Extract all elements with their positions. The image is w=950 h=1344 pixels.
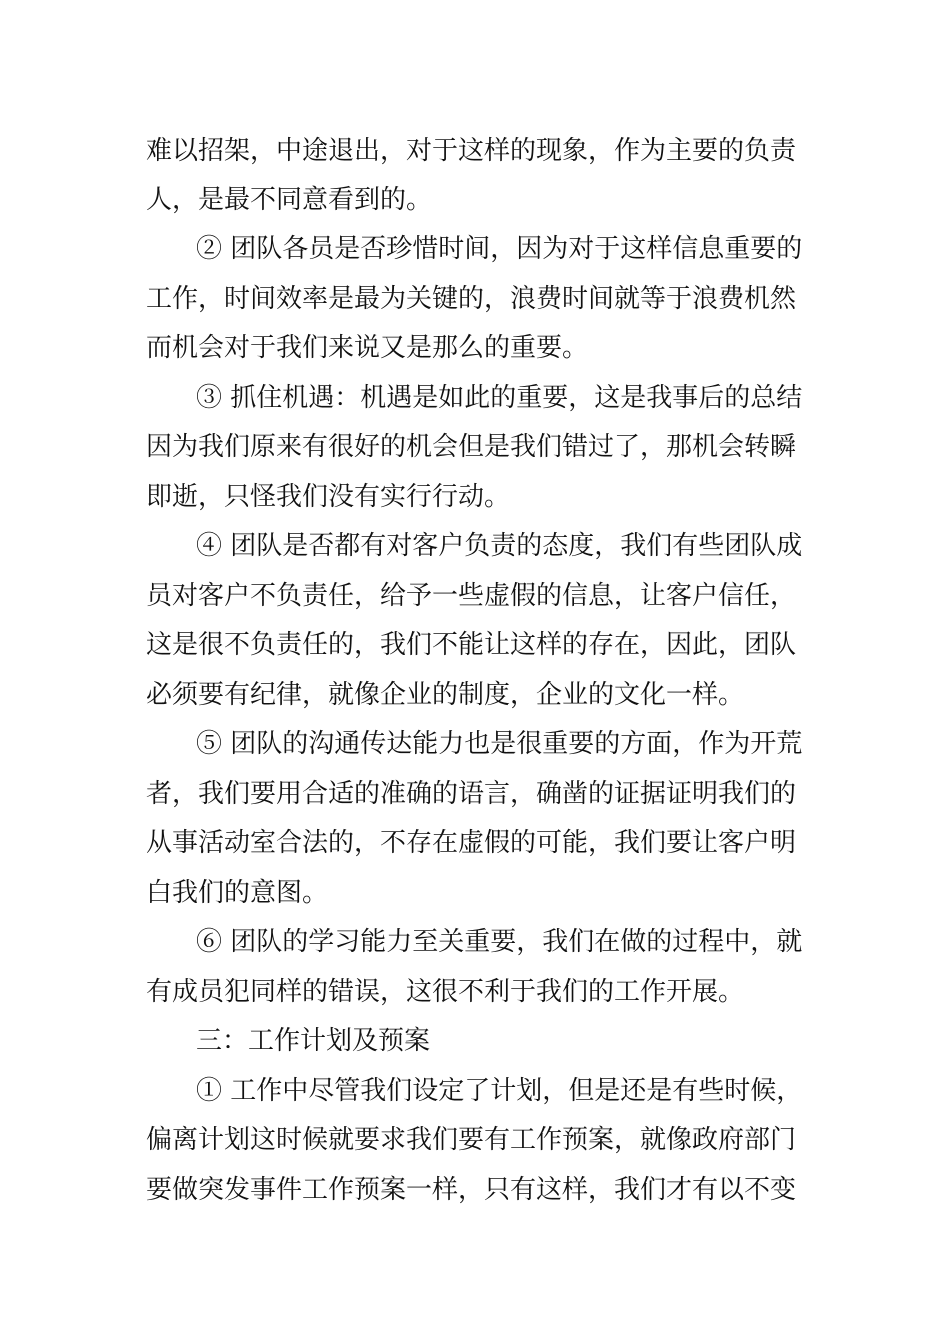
text-line: 者，我们要用合适的准确的语言，确凿的证据证明我们的 xyxy=(146,779,797,809)
text-line: 偏离计划这时候就要求我们要有工作预案，就像政府部门 xyxy=(146,1125,797,1155)
text-line: 员对客户不负责任，给予一些虚假的信息，让客户信任， xyxy=(146,581,797,611)
text-line: 有成员犯同样的错误，这很不利于我们的工作开展。 xyxy=(146,977,745,1007)
text-line: 即逝，只怪我们没有实行行动。 xyxy=(146,482,511,512)
text-line: 要做突发事件工作预案一样，只有这样，我们才有以不变 xyxy=(146,1175,797,1205)
text-line: 因为我们原来有很好的机会但是我们错过了，那机会转瞬 xyxy=(146,432,797,462)
text-line: 这是很不负责任的，我们不能让这样的存在，因此，团队 xyxy=(146,630,797,660)
section-heading: 三：工作计划及预案 xyxy=(196,1026,431,1056)
text-line: 难以招架，中途退出，对于这样的现象，作为主要的负责 xyxy=(146,136,797,166)
paragraph-4-line: ④ 团队是否都有对客户负责的态度，我们有些团队成 xyxy=(196,531,803,561)
paragraph-6-line: ⑥ 团队的学习能力至关重要，我们在做的过程中，就 xyxy=(196,927,803,957)
paragraph-7-line: ① 工作中尽管我们设定了计划，但是还是有些时候， xyxy=(196,1076,803,1106)
paragraph-2-line: ② 团队各员是否珍惜时间，因为对于这样信息重要的 xyxy=(196,234,803,264)
text-line: 必须要有纪律，就像企业的制度，企业的文化一样。 xyxy=(146,680,745,710)
text-line: 白我们的意图。 xyxy=(146,878,329,908)
paragraph-5-line: ⑤ 团队的沟通传达能力也是很重要的方面，作为开荒 xyxy=(196,729,803,759)
text-line: 而机会对于我们来说又是那么的重要。 xyxy=(146,333,589,363)
text-line: 工作，时间效率是最为关键的，浪费时间就等于浪费机然 xyxy=(146,284,797,314)
text-line: 人，是最不同意看到的。 xyxy=(146,185,433,215)
paragraph-3-line: ③ 抓住机遇：机遇是如此的重要，这是我事后的总结 xyxy=(196,383,803,413)
text-line: 从事活动室合法的，不存在虚假的可能，我们要让客户明 xyxy=(146,828,797,858)
